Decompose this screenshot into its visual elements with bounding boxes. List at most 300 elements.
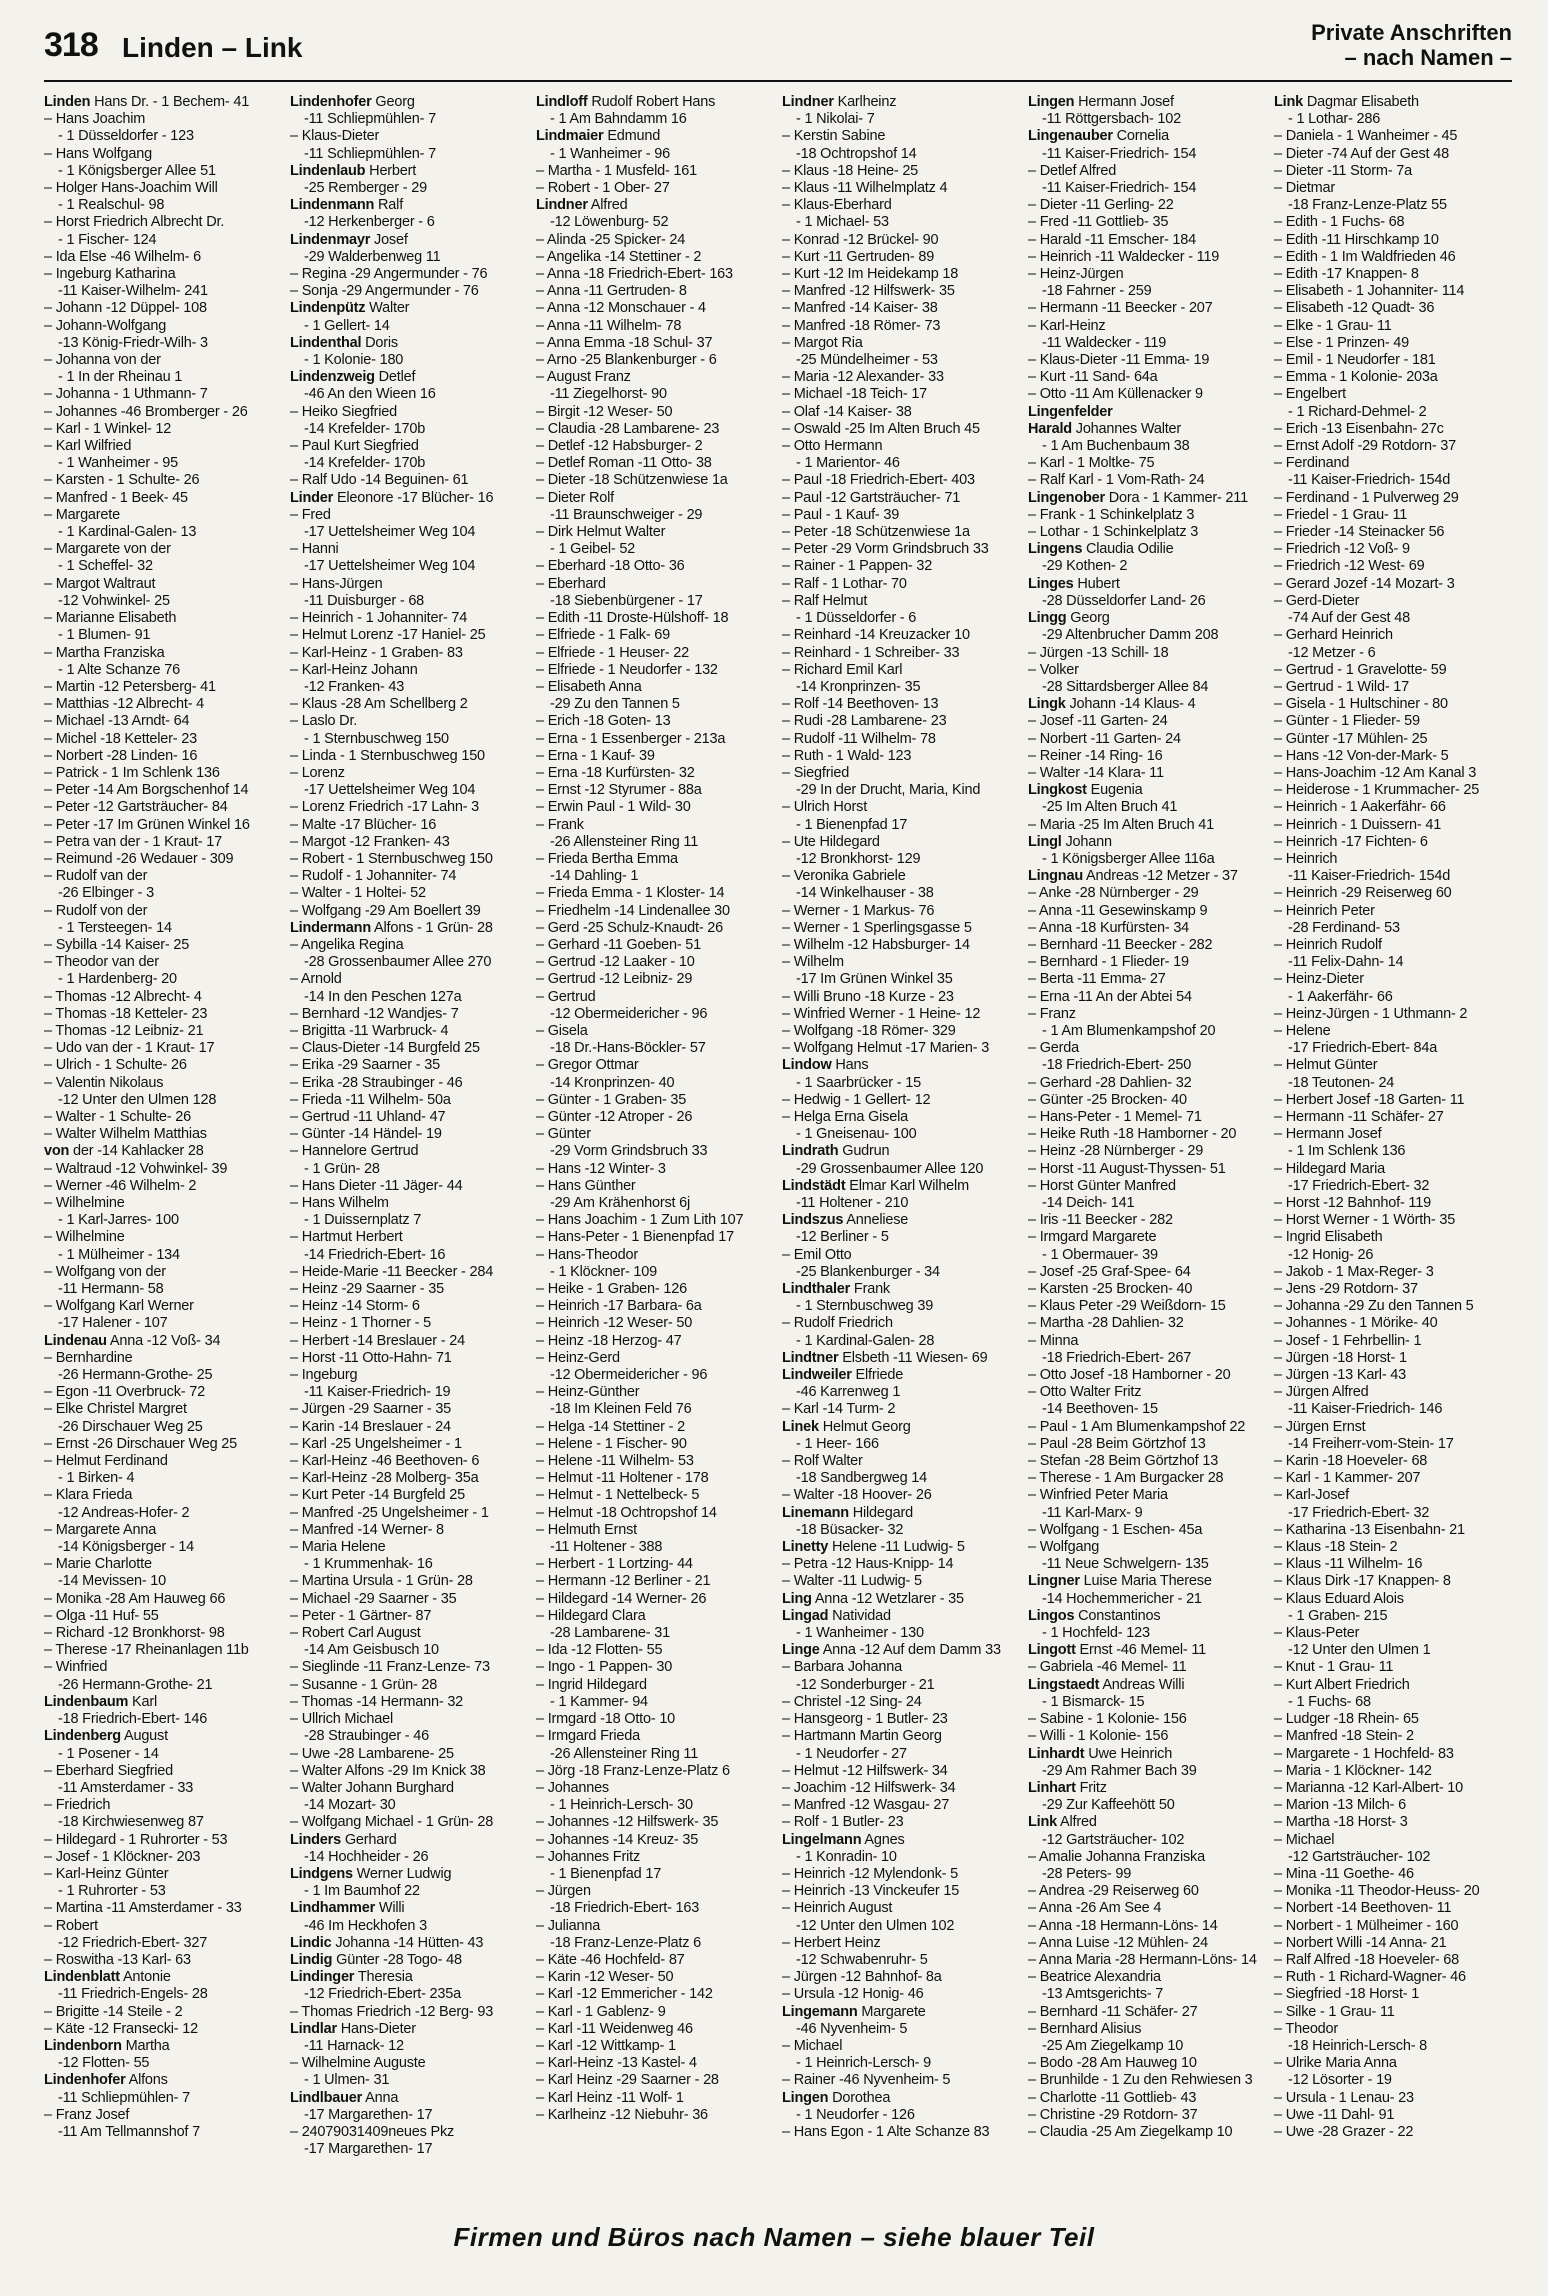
directory-entry: -17 Im Grünen Winkel 35	[796, 971, 953, 988]
directory-entry: – Hildegard -14 Werner- 26	[536, 1590, 707, 1607]
directory-entry: – Johannes Fritz	[536, 1848, 640, 1865]
directory-entry: -14 In den Peschen 127a	[304, 988, 462, 1005]
directory-entry: - 1 Am Buchenbaum 38	[1042, 438, 1190, 455]
directory-entry: – Heinrich Rudolf	[1274, 936, 1382, 953]
directory-entry: – Gerhard -11 Goeben- 51	[536, 936, 702, 953]
directory-entry: – Volker	[1028, 661, 1079, 678]
directory-entry: – Martina -11 Amsterdamer - 33	[44, 1900, 242, 1917]
directory-entry: – Heinz -29 Saarner - 35	[290, 1281, 444, 1298]
directory-entry: – Walter Alfons -29 Im Knick 38	[290, 1762, 486, 1779]
directory-entry: – Herbert Heinz	[782, 1934, 881, 1951]
directory-entry: – Emil Otto	[782, 1246, 852, 1263]
directory-entry: – Helene -11 Wilhelm- 53	[536, 1453, 694, 1470]
directory-entry: -13 König-Friedr-Wilh- 3	[58, 334, 208, 351]
directory-entry: Lindloff Rudolf Robert Hans	[536, 94, 716, 110]
directory-entry: Lindner Alfred	[536, 197, 628, 214]
directory-entry: - 1 Graben- 215	[1288, 1607, 1388, 1624]
directory-entry: -26 Allensteiner Ring 11	[550, 833, 699, 850]
directory-entry: – Josef - 1 Fehrbellin- 1	[1274, 1332, 1422, 1349]
directory-entry: – Hans -12 Von-der-Mark- 5	[1274, 747, 1449, 764]
directory-entry: – Erna -11 An der Abtei 54	[1028, 988, 1192, 1005]
directory-entry: – Siegfried -18 Horst- 1	[1274, 1986, 1420, 2003]
directory-entry: -11 Kaiser-Friedrich- 19	[304, 1384, 451, 1401]
directory-entry: – Hermann -11 Beecker - 207	[1028, 300, 1213, 317]
directory-entry: – Ida Else -46 Wilhelm- 6	[44, 248, 201, 265]
directory-entry: – Heinz-Gerd	[536, 1349, 620, 1366]
directory-entry: - 1 Königsberger Allee 116a	[1042, 850, 1215, 867]
directory-entry: -11 Kaiser-Friedrich- 154	[1042, 145, 1197, 162]
directory-entry: -18 Friedrich-Ebert- 267	[1042, 1349, 1192, 1366]
directory-entry: – Ullrich Michael	[290, 1711, 393, 1728]
directory-entry: – Kurt Peter -14 Burgfeld 25	[290, 1487, 465, 1504]
directory-entry: – Käte -46 Hochfeld- 87	[536, 1951, 685, 1968]
directory-entry: – Peter -14 Am Borgschenhof 14	[44, 782, 249, 799]
directory-entry: -12 Franken- 43	[304, 678, 405, 695]
directory-entry: – Klaus -28 Am Schellberg 2	[290, 696, 468, 713]
directory-entry: -26 Elbinger - 3	[58, 885, 154, 902]
directory-entry: - 1 Fuchs- 68	[1288, 1693, 1371, 1710]
directory-entry: – Marie Charlotte	[44, 1556, 152, 1573]
directory-entry: - 1 Obermauer- 39	[1042, 1246, 1158, 1263]
directory-entry: -11 Ziegelhorst- 90	[550, 386, 667, 403]
directory-entry: – Holger Hans-Joachim Will	[44, 180, 218, 197]
directory-entry: – Emma - 1 Kolonie- 203a	[1274, 369, 1438, 386]
directory-entry: – Detlef Alfred	[1028, 162, 1117, 179]
directory-entry: – Jürgen -12 Bahnhof- 8a	[782, 1969, 942, 1986]
directory-entry: -18 Friedrich-Ebert- 146	[58, 1711, 208, 1728]
directory-entry: – Michael -18 Teich- 17	[782, 386, 928, 403]
directory-entry: -18 Fahrner - 259	[1042, 283, 1152, 300]
directory-entry: – Jürgen Ernst	[1274, 1418, 1366, 1435]
directory-entry: -12 Unter den Ulmen 128	[58, 1091, 217, 1108]
directory-entry: – Joachim -12 Hilfswerk- 34	[782, 1779, 956, 1796]
directory-entry: - 1 Neudorfer - 27	[796, 1745, 907, 1762]
directory-entry: – Ulrich - 1 Schulte- 26	[44, 1057, 187, 1074]
directory-entry: – Wolfgang -29 Am Boellert 39	[290, 902, 481, 919]
directory-entry: - 1 Sternbuschweg 150	[304, 730, 449, 747]
directory-entry: - 1 Kardinal-Galen- 28	[796, 1332, 935, 1349]
directory-entry: – Stefan -28 Beim Görtzhof 13	[1028, 1453, 1219, 1470]
directory-entry: – Jürgen -13 Schill- 18	[1028, 644, 1169, 661]
directory-entry: -12 Honig- 26	[1288, 1246, 1374, 1263]
directory-entry: – Edith - 1 Im Waldfrieden 46	[1274, 248, 1456, 265]
directory-entry: – Gabriela -46 Memel- 11	[1028, 1659, 1187, 1676]
directory-entry: Linek Helmut Georg	[782, 1418, 911, 1435]
directory-entry: – Horst -11 August-Thyssen- 51	[1028, 1160, 1226, 1177]
directory-entry: – Heinz - 1 Thorner - 5	[290, 1315, 432, 1332]
directory-entry: -14 Am Geisbusch 10	[304, 1642, 439, 1659]
directory-entry: – Arnold	[290, 971, 342, 988]
directory-entry: – Uwe -28 Lambarene- 25	[290, 1745, 454, 1762]
directory-entry: – Rolf - 1 Butler- 23	[782, 1814, 904, 1831]
category-line-1: Private Anschriften	[1311, 20, 1512, 45]
directory-entry: – Ulrike Maria Anna	[1274, 2055, 1397, 2072]
directory-entry: – Karl Heinz -29 Saarner - 28	[536, 2072, 719, 2089]
directory-entry: – Rudolf Friedrich	[782, 1315, 893, 1332]
directory-entry: – Franz	[1028, 1005, 1076, 1022]
directory-entry: – Johannes -12 Hilfswerk- 35	[536, 1814, 719, 1831]
directory-entry: -11 Duisburger - 68	[304, 592, 425, 609]
directory-entry: Lingk Johann -14 Klaus- 4	[1028, 696, 1196, 713]
directory-entry: – Eberhard	[536, 575, 606, 592]
directory-entry: – Rainer - 1 Pappen- 32	[782, 558, 933, 575]
directory-entry: – Wolfgang	[1028, 1539, 1100, 1556]
directory-entry: – Norbert -11 Garten- 24	[1028, 730, 1181, 747]
directory-entry: -12 Sonderburger - 21	[796, 1676, 935, 1693]
directory-entry: – Walter -14 Klara- 11	[1028, 764, 1164, 781]
directory-entry: – Sabine - 1 Kolonie- 156	[1028, 1711, 1187, 1728]
directory-entry: – Rudolf von der	[44, 902, 148, 919]
directory-entry: -46 Nyvenheim- 5	[796, 2020, 908, 2037]
directory-entry: – Karl-Heinz -13 Kastel- 4	[536, 2055, 697, 2072]
column-6	[1274, 94, 1506, 2214]
directory-entry: -12 Flotten- 55	[58, 2055, 150, 2072]
directory-entry: – Anna -18 Kurfürsten- 34	[1028, 919, 1190, 936]
directory-entry: -13 Amtsgerichts- 7	[1042, 1986, 1164, 2003]
directory-entry: Lingl Johann	[1028, 833, 1112, 850]
directory-entry: - 1 Heinrich-Lersch- 9	[796, 2055, 932, 2072]
directory-entry: - 1 Nikolai- 7	[796, 111, 875, 128]
directory-entry: – Martin -12 Petersberg- 41	[44, 678, 216, 695]
directory-entry: – Bernhard Alisius	[1028, 2020, 1142, 2037]
directory-entry: - 1 Klöckner- 109	[550, 1263, 658, 1280]
directory-entry: – Jürgen Alfred	[1274, 1384, 1369, 1401]
directory-entry: - 1 Bienenpfad 17	[550, 1865, 662, 1882]
directory-entry: – Angelika Regina	[290, 936, 404, 953]
directory-entry: Harald Johannes Walter	[1028, 420, 1182, 437]
directory-entry: – Martina Ursula - 1 Grün- 28	[290, 1573, 473, 1590]
directory-entry: -12 Herkenberger - 6	[304, 214, 435, 231]
directory-entry: Lindszus Anneliese	[782, 1212, 909, 1229]
directory-entry: -25 Am Ziegelkamp 10	[1042, 2037, 1184, 2054]
directory-entry: – Anna -11 Gertruden- 8	[536, 283, 687, 300]
directory-entry: – Josef -11 Garten- 24	[1028, 713, 1168, 730]
directory-entry: – Jürgen -13 Karl- 43	[1274, 1367, 1407, 1384]
directory-entry: – Laslo Dr.	[290, 713, 358, 730]
directory-entry: – Arno -25 Blankenburger - 6	[536, 352, 717, 369]
directory-entry: – Berta -11 Emma- 27	[1028, 971, 1166, 988]
directory-entry: – Christel -12 Sing- 24	[782, 1693, 922, 1710]
directory-entry: – Heinz-Günther	[536, 1384, 640, 1401]
column-1	[44, 94, 276, 2214]
directory-entry: – Thomas Friedrich -12 Berg- 93	[290, 2003, 494, 2020]
directory-entry: – Lothar - 1 Schinkelplatz 3	[1028, 524, 1199, 541]
directory-entry: – Wolfgang -18 Römer- 329	[782, 1022, 956, 1039]
directory-entry: - 1 Am Bahndamm 16	[550, 111, 687, 128]
directory-entry: Lingad Natividad	[782, 1607, 891, 1624]
directory-entry: – Paul - 1 Am Blumenkampshof 22	[1028, 1418, 1246, 1435]
directory-entry: Lingen Dorothea	[782, 2089, 891, 2106]
directory-entry: – Emil - 1 Neudorfer - 181	[1274, 352, 1436, 369]
directory-entry: -12 Unter den Ulmen 1	[1288, 1642, 1431, 1659]
directory-entry: – Gerhard Heinrich	[1274, 627, 1393, 644]
directory-entry: – Wilhelm	[782, 954, 844, 971]
directory-entry: – Bernhard -11 Beecker - 282	[1028, 936, 1213, 953]
directory-entry: – Edith - 1 Fuchs- 68	[1274, 214, 1405, 231]
directory-entry: – Anna -18 Hermann-Löns- 14	[1028, 1917, 1218, 1934]
directory-entry: – Manfred - 1 Beek- 45	[44, 489, 188, 506]
directory-entry: – Gerd -25 Schulz-Knaudt- 26	[536, 919, 724, 936]
directory-entry: – Klaus-Dieter -11 Emma- 19	[1028, 352, 1210, 369]
directory-entry: -12 Lösorter - 19	[1288, 2072, 1392, 2089]
directory-entry: – Ida -12 Flotten- 55	[536, 1642, 663, 1659]
directory-entry: – Eberhard -18 Otto- 36	[536, 558, 685, 575]
directory-entry: Lindhammer Willi	[290, 1900, 405, 1917]
directory-entry: – Detlef Roman -11 Otto- 38	[536, 455, 712, 472]
directory-entry: – Ingo - 1 Pappen- 30	[536, 1659, 673, 1676]
directory-entry: – Kurt -12 Im Heidekamp 18	[782, 266, 959, 283]
directory-entry: -28 Peters- 99	[1042, 1865, 1132, 1882]
directory-entry: - 1 Konradin- 10	[796, 1848, 897, 1865]
directory-entry: – Mina -11 Goethe- 46	[1274, 1865, 1414, 1882]
directory-entry: – Brigitte -14 Steile - 2	[44, 2003, 183, 2020]
directory-entry: – Harald -11 Emscher- 184	[1028, 231, 1197, 248]
directory-entry: – Heinz-Dieter	[1274, 971, 1364, 988]
directory-entry: – Hildegard Clara	[536, 1607, 646, 1624]
directory-entry: - 1 Duissernplatz 7	[304, 1212, 422, 1229]
directory-entry: – Paul -28 Beim Görtzhof 13	[1028, 1435, 1206, 1452]
directory-entry: Lindenau Anna -12 Voß- 34	[44, 1332, 221, 1349]
directory-entry: – Helene - 1 Fischer- 90	[536, 1435, 687, 1452]
directory-entry: – Anna Maria -28 Hermann-Löns- 14	[1028, 1951, 1257, 1968]
directory-entry: – Helmut -18 Ochtropshof 14	[536, 1504, 717, 1521]
directory-entry: – Manfred -12 Wasgau- 27	[782, 1797, 950, 1814]
directory-entry: Lingemann Margarete	[782, 2003, 926, 2020]
directory-entry: – Michael	[782, 2037, 843, 2054]
directory-entry: – Gerd-Dieter	[1274, 592, 1360, 609]
directory-entry: -28 Düsseldorfer Land- 26	[1042, 592, 1206, 609]
directory-entry: – Wolfgang - 1 Eschen- 45a	[1028, 1521, 1203, 1538]
directory-entry: - 1 Krummenhak- 16	[304, 1556, 433, 1573]
directory-entry: - 1 Gellert- 14	[304, 317, 390, 334]
directory-entry: -11 Schliepmühlen- 7	[304, 145, 436, 162]
directory-entry: -28 Straubinger - 46	[304, 1728, 429, 1745]
directory-entry: – Franz Josef	[44, 2106, 130, 2123]
directory-entry: – Bernhardine	[44, 1349, 133, 1366]
directory-entry: -17 Halener - 107	[58, 1315, 168, 1332]
directory-entry: – Willi - 1 Kolonie- 156	[1028, 1728, 1169, 1745]
directory-entry: – Waltraud -12 Vohwinkel- 39	[44, 1160, 228, 1177]
directory-entry: – Wolfgang Michael - 1 Grün- 28	[290, 1814, 494, 1831]
directory-entry: – Beatrice Alexandria	[1028, 1969, 1161, 1986]
directory-entry: – Matthias -12 Albrecht- 4	[44, 696, 205, 713]
directory-entry: Lindenhofer Alfons	[44, 2072, 168, 2089]
directory-entry: – Helga -14 Stettiner - 2	[536, 1418, 685, 1435]
directory-entry: – Hans Günther	[536, 1177, 636, 1194]
directory-entry: – Rudolf van der	[44, 868, 148, 885]
directory-entry: – Norbert -14 Beethoven- 11	[1274, 1900, 1452, 1917]
directory-entry: -14 Freiherr-vom-Stein- 17	[1288, 1435, 1454, 1452]
directory-entry: Link Alfred	[1028, 1814, 1097, 1831]
directory-entry: – Knut - 1 Grau- 11	[1274, 1659, 1394, 1676]
directory-entry: -26 Hermann-Grothe- 21	[58, 1676, 213, 1693]
directory-entry: - 1 Hochfeld- 123	[1042, 1625, 1150, 1642]
directory-entry: – Hans-Peter - 1 Memel- 71	[1028, 1108, 1202, 1125]
directory-entry: – Johannes - 1 Mörike- 40	[1274, 1315, 1438, 1332]
directory-entry: – Karl -25 Ungelsheimer - 1	[290, 1435, 462, 1452]
directory-entry: – Karsten -25 Brocken- 40	[1028, 1281, 1193, 1298]
directory-entry: - 1 Scheffel- 32	[58, 558, 153, 575]
directory-entry: -18 Siebenbürgener - 17	[550, 592, 703, 609]
directory-entry: Link Dagmar Elisabeth	[1274, 94, 1419, 110]
directory-entry: Linge Anna -12 Auf dem Damm 33	[782, 1642, 1001, 1659]
directory-entry: – Oswald -25 Im Alten Bruch 45	[782, 420, 980, 437]
directory-entry: – Ernst Adolf -29 Rotdorn- 37	[1274, 438, 1456, 455]
directory-entry: – Ralf Helmut	[782, 592, 868, 609]
directory-entry: – Erna -18 Kurfürsten- 32	[536, 764, 695, 781]
directory-entry: – Peter -17 Im Grünen Winkel 16	[44, 816, 250, 833]
directory-entry: -12 Obermeidericher - 96	[550, 1367, 708, 1384]
directory-entry: Lingos Constantinos	[1028, 1607, 1161, 1624]
directory-entry: – Heiko Siegfried	[290, 403, 398, 420]
directory-entry: – Silke - 1 Grau- 11	[1274, 2003, 1395, 2020]
directory-entry: – Paul -12 Gartsträucher- 71	[782, 489, 961, 506]
directory-entry: - 1 Kolonie- 180	[304, 352, 404, 369]
directory-entry: – Dieter -11 Gerling- 22	[1028, 197, 1174, 214]
directory-entry: – Hildegard Maria	[1274, 1160, 1386, 1177]
directory-entry: -18 Franz-Lenze-Platz 55	[1288, 197, 1447, 214]
directory-entry: - 1 Fischer- 124	[58, 231, 157, 248]
directory-entry: – Elke Christel Margret	[44, 1401, 187, 1418]
directory-entry: -14 Dahling- 1	[550, 868, 639, 885]
directory-entry: – Reinhard - 1 Schreiber- 33	[782, 644, 960, 661]
directory-entry: - 1 Tersteegen- 14	[58, 919, 172, 936]
directory-entry: -11 Friedrich-Engels- 28	[58, 1986, 208, 2003]
directory-entry: Lingenauber Cornelia	[1028, 128, 1170, 145]
directory-entry: – Eberhard Siegfried	[44, 1762, 173, 1779]
page-header	[44, 20, 1512, 78]
directory-entry: – Karl - 1 Gablenz- 9	[536, 2003, 666, 2020]
directory-entry: – Winfried Werner - 1 Heine- 12	[782, 1005, 981, 1022]
directory-entry: – Uwe -11 Dahl- 91	[1274, 2106, 1395, 2123]
directory-entry: – Irmgard Frieda	[536, 1728, 640, 1745]
directory-entry: – Maria -12 Alexander- 33	[782, 369, 944, 386]
directory-entry: - 1 Bismarck- 15	[1042, 1693, 1145, 1710]
directory-entry: – Klaus Dirk -17 Knappen- 8	[1274, 1573, 1451, 1590]
directory-entry: - 1 Birken- 4	[58, 1470, 135, 1487]
directory-entry: - 1 Ruhrorter - 53	[58, 1883, 166, 1900]
directory-entry: – Winfried Peter Maria	[1028, 1487, 1168, 1504]
directory-entry: – Norbert -28 Linden- 16	[44, 747, 198, 764]
directory-entry: – Wolfgang von der	[44, 1263, 166, 1280]
directory-entry: – Hermann Josef	[1274, 1126, 1382, 1143]
directory-entry: – Karl -12 Emmericher - 142	[536, 1986, 713, 2003]
directory-entry: -11 Kaiser-Friedrich- 154d	[1288, 472, 1451, 489]
directory-entry: – Dieter -18 Schützenwiese 1a	[536, 472, 728, 489]
directory-entry: -14 Kronprinzen- 35	[796, 678, 921, 695]
directory-entry: – Peter -12 Gartsträucher- 84	[44, 799, 228, 816]
directory-entry: – Heiderose - 1 Krummacher- 25	[1274, 782, 1480, 799]
directory-entry: -17 Friedrich-Ebert- 32	[1288, 1504, 1430, 1521]
directory-entry: -12 Gartsträucher- 102	[1288, 1848, 1431, 1865]
directory-entry: – Günter -12 Atroper - 26	[536, 1108, 693, 1125]
directory-entry: -12 Obermeidericher - 96	[550, 1005, 708, 1022]
directory-entry: – Lorenz Friedrich -17 Lahn- 3	[290, 799, 480, 816]
directory-entry: Lingenfelder	[1028, 403, 1113, 420]
directory-entry: – Friedhelm -14 Lindenallee 30	[536, 902, 730, 919]
directory-entry: – Klaus -18 Stein- 2	[1274, 1539, 1398, 1556]
directory-entry: Lindgens Werner Ludwig	[290, 1865, 452, 1882]
directory-entry: – Horst Friedrich Albrecht Dr.	[44, 214, 225, 231]
directory-entry: -11 Röttgersbach- 102	[1042, 111, 1182, 128]
directory-entry: – Marianna -12 Karl-Albert- 10	[1274, 1779, 1464, 1796]
directory-entry: - 1 Am Blumenkampshof 20	[1042, 1022, 1216, 1039]
directory-entry: -17 Margarethen- 17	[304, 2141, 433, 2158]
directory-entry: – Walter - 1 Holtei- 52	[290, 885, 426, 902]
directory-entry: – Karl-Heinz -28 Molberg- 35a	[290, 1470, 479, 1487]
directory-entry: – Ferdinand	[1274, 455, 1350, 472]
directory-entry: – Kurt -11 Gertruden- 89	[782, 248, 935, 265]
directory-entry: - 1 Richard-Dehmel- 2	[1288, 403, 1427, 420]
directory-entry: – Thomas -12 Leibniz- 21	[44, 1022, 204, 1039]
directory-entry: -11 Waldecker - 119	[1042, 334, 1167, 351]
directory-entry: – Heike - 1 Graben- 126	[536, 1281, 687, 1298]
directory-entry: – Peter -18 Schützenwiese 1a	[782, 524, 970, 541]
directory-entry: -29 Am Krähenhorst 6j	[550, 1195, 691, 1211]
directory-entry: Lindweiler Elfriede	[782, 1367, 904, 1384]
directory-entry: – Irmgard Margarete	[1028, 1229, 1157, 1246]
directory-entry: -11 Kaiser-Wilhelm- 241	[58, 283, 208, 300]
directory-entry: – Kurt Albert Friedrich	[1274, 1676, 1410, 1693]
directory-entry: -12 Löwenburg- 52	[550, 214, 669, 231]
directory-entry: -11 Amsterdamer - 33	[58, 1779, 194, 1796]
directory-entry: – Josef -25 Graf-Spee- 64	[1028, 1263, 1191, 1280]
directory-entry: – Johann-Wolfgang	[44, 317, 167, 334]
directory-entry: Lindenmayr Josef	[290, 231, 408, 248]
directory-entry: - 1 Wanheimer - 130	[796, 1625, 924, 1642]
directory-entry: – Gertrud -11 Uhland- 47	[290, 1108, 446, 1125]
directory-entry: – Wilhelmine Auguste	[290, 2055, 426, 2072]
directory-entry: – Otto Hermann	[782, 438, 883, 455]
directory-entry: - 1 Wanheimer - 96	[550, 145, 670, 162]
directory-entry: – Karl Heinz -11 Wolf- 1	[536, 2089, 684, 2106]
directory-entry: – Sieglinde -11 Franz-Lenze- 73	[290, 1659, 490, 1676]
directory-entry: – Kerstin Sabine	[782, 128, 886, 145]
directory-entry: – Gisela - 1 Hultschiner - 80	[1274, 696, 1448, 713]
directory-entry: - 1 In der Rheinau 1	[58, 369, 183, 386]
directory-entry: – Frieda -11 Wilhelm- 50a	[290, 1091, 451, 1108]
directory-entry: -11 Felix-Dahn- 14	[1288, 954, 1404, 971]
directory-entry: – Heinrich August	[782, 1900, 893, 1917]
directory-entry: – Valentin Nikolaus	[44, 1074, 164, 1091]
directory-entry: -29 Altenbrucher Damm 208	[1042, 627, 1219, 644]
directory-entry: – Hermann -11 Schäfer- 27	[1274, 1108, 1444, 1125]
directory-entry: Lingen Hermann Josef	[1028, 94, 1174, 110]
directory-entry: - 1 Ulmen- 31	[304, 2072, 390, 2089]
directory-entry: - 1 Heinrich-Lersch- 30	[550, 1797, 693, 1814]
directory-entry: – Gerard Jozef -14 Mozart- 3	[1274, 575, 1455, 592]
directory-entry: Linhart Fritz	[1028, 1779, 1107, 1796]
directory-entry: – Heinz -14 Storm- 6	[290, 1298, 420, 1315]
directory-entry: – Friedel - 1 Grau- 11	[1274, 506, 1408, 523]
directory-entry: – Margarete - 1 Hochfeld- 83	[1274, 1745, 1454, 1762]
directory-entry: – Jakob - 1 Max-Reger- 3	[1274, 1263, 1434, 1280]
directory-entry: – Ralf Alfred -18 Hoeveler- 68	[1274, 1951, 1460, 1968]
directory-entry: - 1 Kammer- 94	[550, 1693, 648, 1710]
directory-entry: – Rolf -14 Beethoven- 13	[782, 696, 939, 713]
directory-entry: -29 Zu den Tannen 5	[550, 696, 680, 713]
directory-entry: – Frieda Bertha Emma	[536, 850, 678, 867]
directory-entry: Linges Hubert	[1028, 575, 1120, 592]
directory-entry: - 1 Heer- 166	[796, 1435, 879, 1452]
directory-entry: – Richard Emil Karl	[782, 661, 903, 678]
directory-entry: – Reinhard -14 Kreuzacker 10	[782, 627, 970, 644]
directory-entry: - 1 Blumen- 91	[58, 627, 151, 644]
directory-entry: Lingenober Dora - 1 Kammer- 211	[1028, 489, 1248, 506]
directory-entry: – Helmut - 1 Nettelbeck- 5	[536, 1487, 700, 1504]
directory-entry: -14 Mevissen- 10	[58, 1573, 167, 1590]
directory-entry: Lingstaedt Andreas Willi	[1028, 1676, 1185, 1693]
